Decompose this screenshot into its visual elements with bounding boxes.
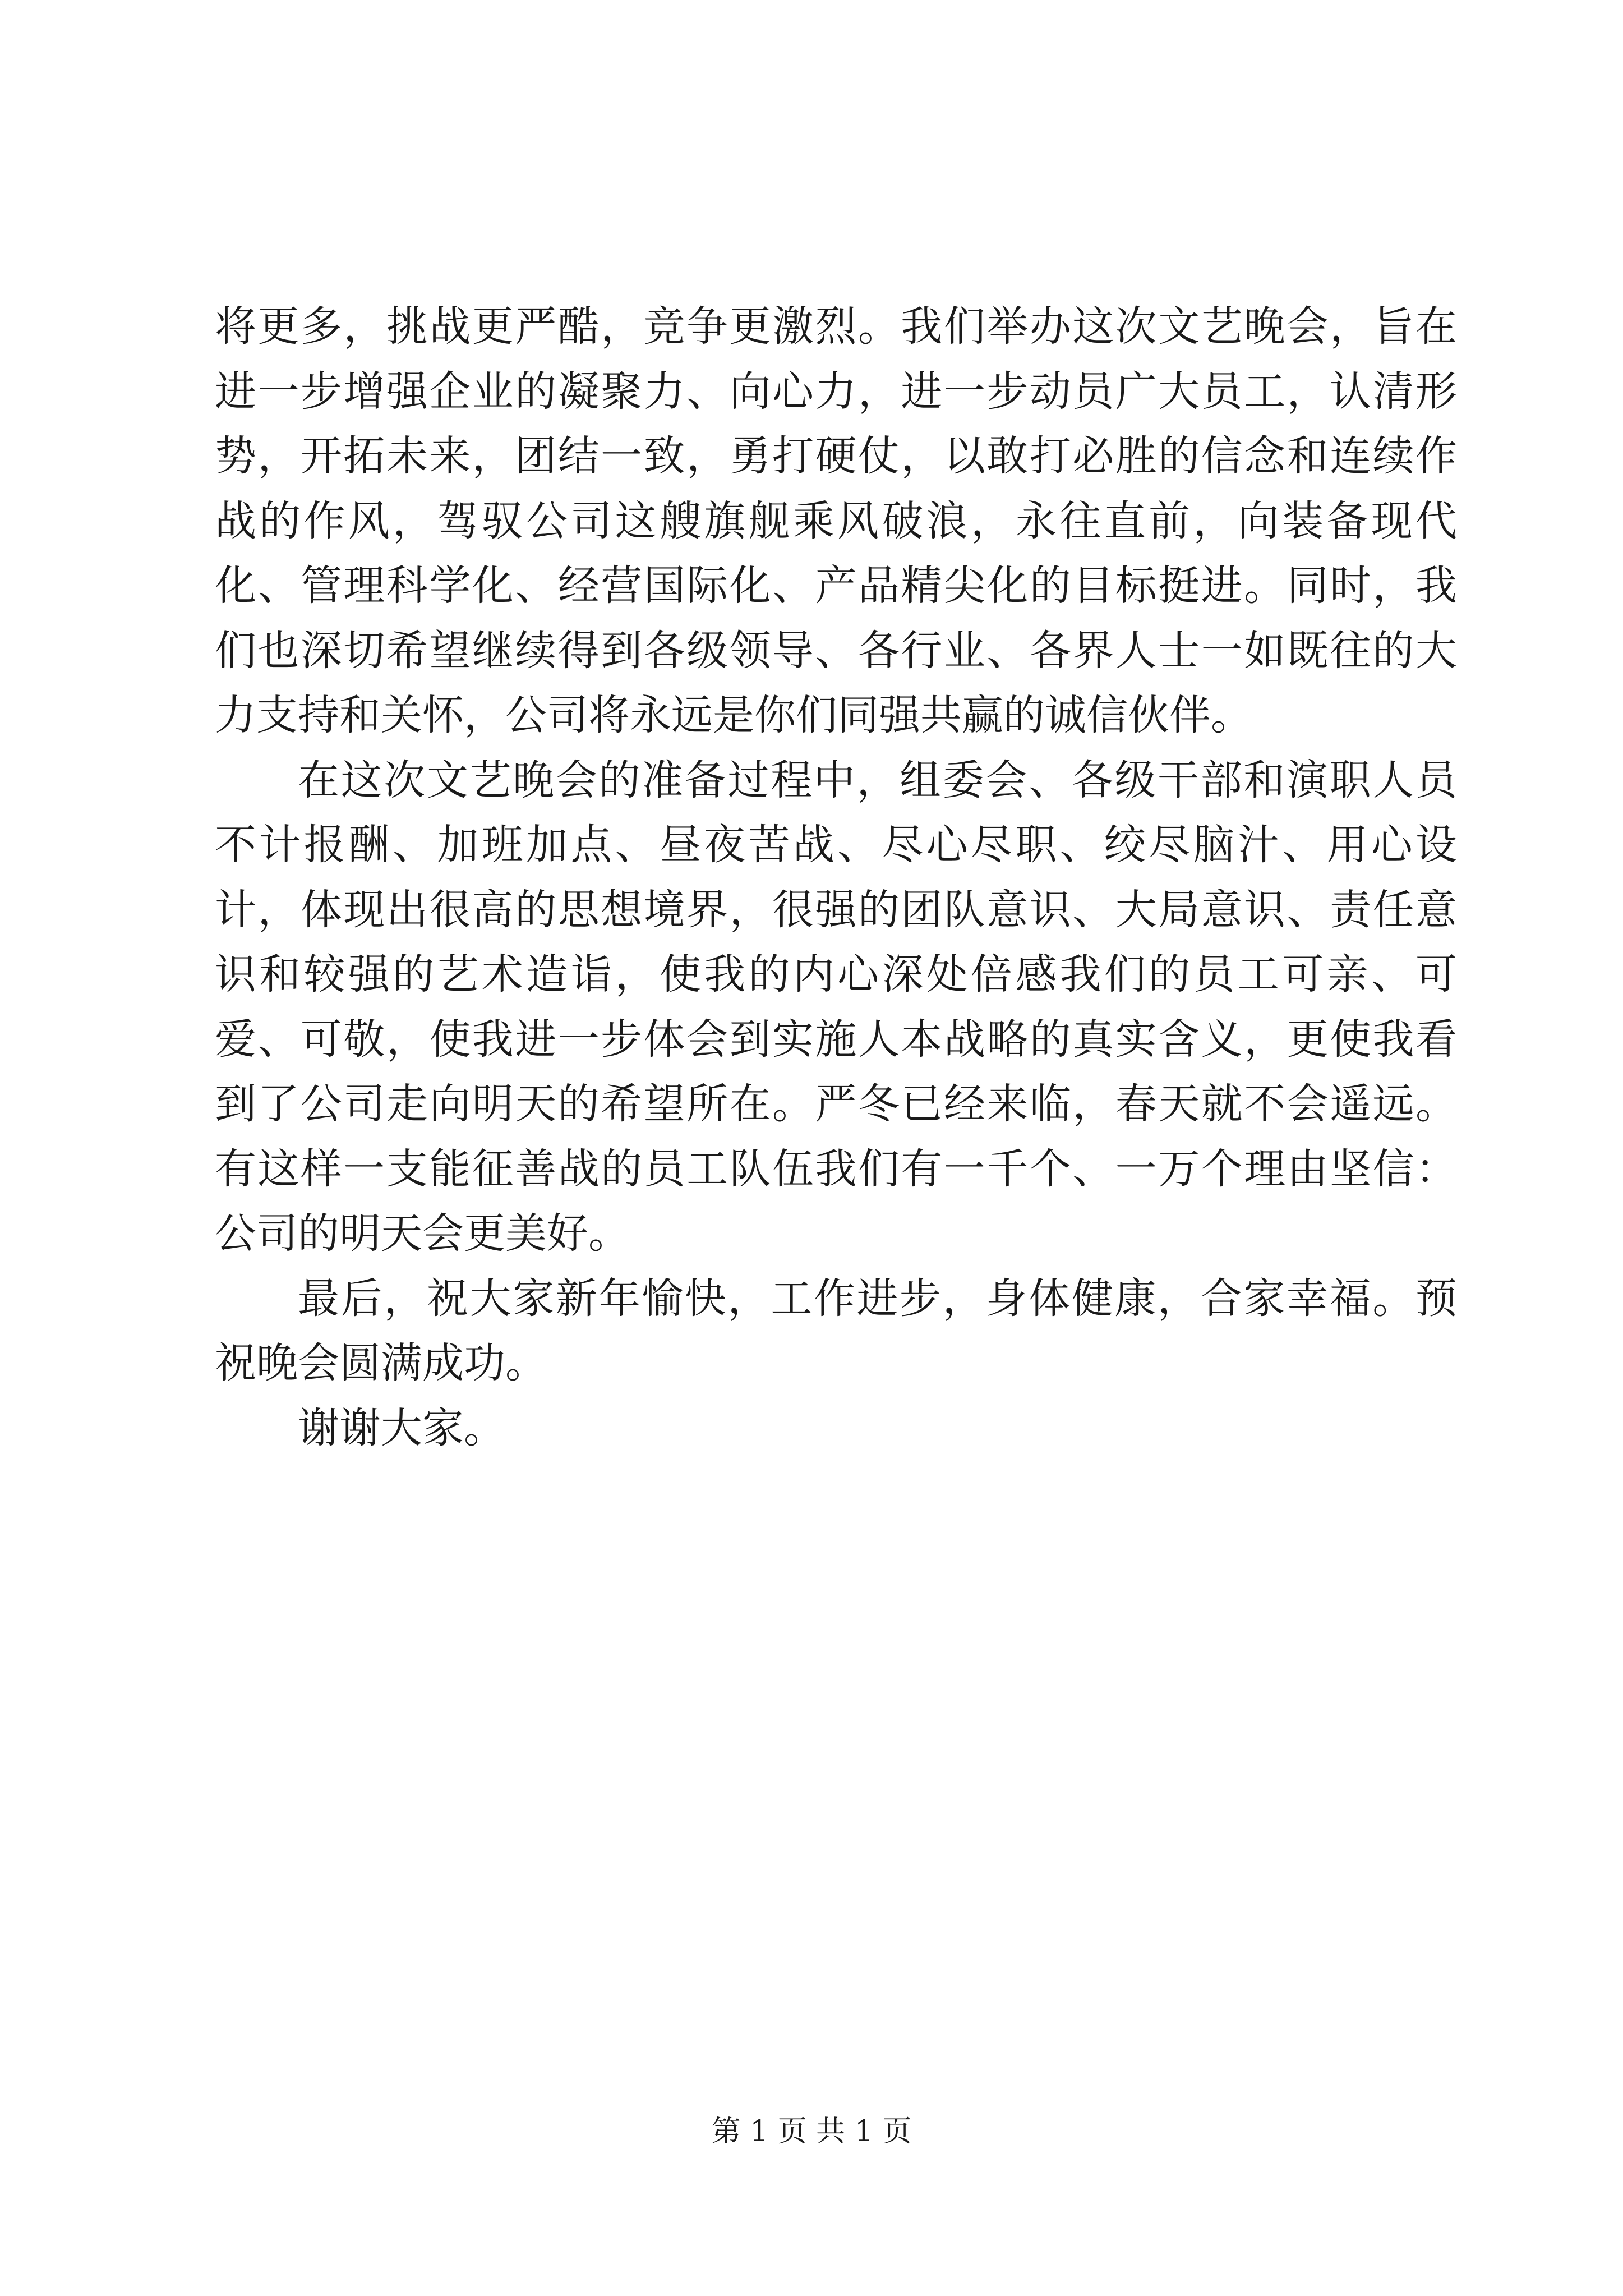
document-body (215, 295, 1457, 1461)
paragraph-1: 将更多，挑战更严酷，竞争更激烈。我们举办这次文艺晚会，旨在进一步增强企业的凝聚力、向心力，进一步动员广大员工，认清形势，开拓未来，团结一致，勇打硬仗，以敢打必胜的信念和连续作战的作风，驾驭公司这艘旗舰乘风破浪，永往直前，向装备现代化、管理科学化、经营国际化、产品精尖化的目标挺进。同时，我们也深切希望继续得到各级领导、各行业、各界人士一如既往的大力支持和关怀，公司将永远是你们同强共赢的诚信伙伴。 (215, 302, 1457, 739)
page-footer: 第 1 页 共 1 页 (711, 2115, 912, 2148)
paragraph-3: 最后，祝大家新年愉快，工作进步，身体健康，合家幸福。预祝晚会圆满成功。 (215, 1274, 1457, 1387)
paragraph-4: 谢谢大家。 (298, 1404, 505, 1452)
paragraph-2: 在这次文艺晚会的准备过程中，组委会、各级干部和演职人员不计报酬、加班加点、昼夜苦战、尽心尽职、绞尽脑汁、用心设计，体现出很高的思想境界，很强的团队意识、大局意识、责任意识和较强的艺术造诣，使我的内心深处倍感我们的员工可亲、可爱、可敬，使我进一步体会到实施人本战略的真实含义，更使我看到了公司走向明天的希望所在。严冬已经来临，春天就不会遥远。有这样一支能征善战的员工队伍我们有一千个、一万个理由坚信：公司的明天会更美好。 (215, 756, 1457, 1258)
